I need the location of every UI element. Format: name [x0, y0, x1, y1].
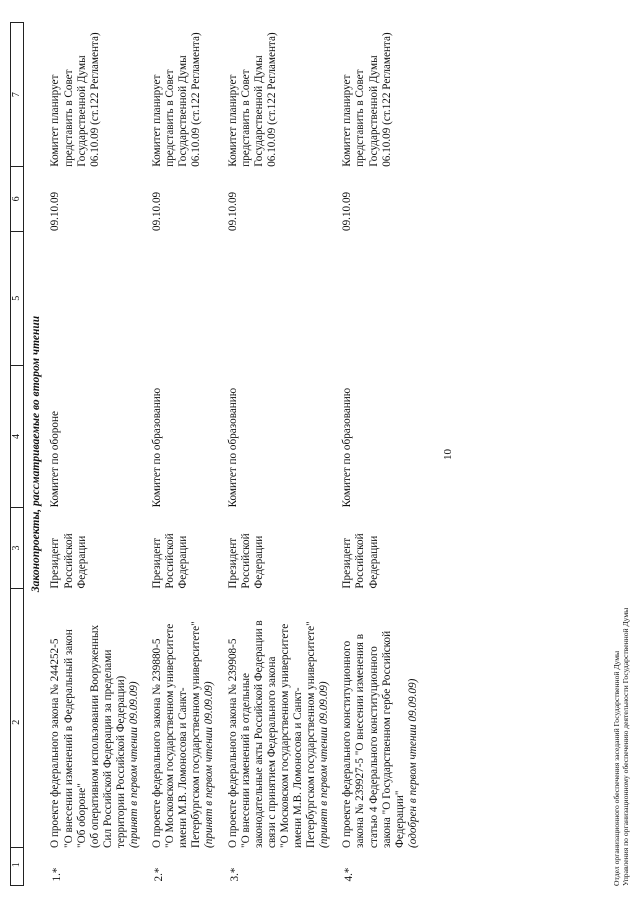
item-note: Комитет планирует представить в Совет Государственной Думы 06.10.09 (ст.122 Регламента)	[341, 32, 393, 167]
header-col-6: 6	[11, 167, 24, 231]
item-adopted-status: (принят в первом чтении 09.09.09)	[203, 681, 216, 848]
item-date: 09.10.09	[49, 191, 62, 232]
item-title-line: (об оперативном использовании Вооруженных	[88, 624, 101, 848]
item-title	[227, 589, 342, 848]
item-note: Комитет планирует представить в Совет Государственной Думы 06.10.09 (ст.122 Регламента)	[226, 32, 278, 167]
item-title-line: "О Московском государственном университете	[164, 623, 177, 848]
item-title-line: Петербургском государственном университете"	[190, 621, 203, 848]
page-number: 10	[442, 449, 454, 460]
item-title-line: закона "О Государственном гербе Российской	[380, 630, 393, 848]
header-col-3: 3	[11, 507, 24, 588]
item-number: 2.*	[153, 867, 166, 882]
agenda-table	[10, 22, 430, 886]
item-title-line: Сил Российской Федерации за пределами	[101, 649, 114, 848]
item-title-line: О проекте федерального конституционного	[341, 640, 354, 848]
item-title	[49, 589, 151, 848]
table-row	[151, 23, 226, 886]
header-col-1: 1	[11, 848, 24, 886]
item-col5	[227, 231, 342, 366]
header-col-5: 5	[11, 231, 24, 366]
item-initiator: Президент Российской Федерации	[226, 533, 265, 589]
item-date: 09.10.09	[226, 191, 239, 232]
item-title	[151, 589, 226, 848]
item-title-line: "О внесении изменений в Федеральный закон	[62, 629, 75, 848]
item-initiator: Президент Российской Федерации	[341, 533, 380, 589]
header-col-4: 4	[11, 366, 24, 508]
table-row	[49, 23, 151, 886]
item-title-line: статью 4 Федерального конституционного	[367, 646, 380, 848]
item-title-line: имени М.В. Ломоносова и Санкт-	[292, 687, 305, 848]
item-note: Комитет планирует представить в Совет Государственной Думы 06.10.09 (ст.122 Регламента)	[151, 32, 203, 167]
footer-line: Управления по организационному обеспечению деятельности Государственной Думы	[621, 607, 631, 886]
item-committee: Комитет по образованию	[341, 387, 354, 508]
section-row	[24, 23, 50, 886]
item-title-line: "Об обороне"	[75, 783, 88, 848]
header-col-2: 2	[11, 589, 24, 848]
item-number: 3.*	[228, 867, 241, 882]
item-col5	[151, 231, 226, 366]
item-title-line: закона № 239927-5 "О внесении изменения в	[354, 633, 367, 848]
item-title-line: связи с принятием Федерального закона	[265, 656, 278, 848]
item-title-line: имени М.В. Ломоносова и Санкт-	[177, 687, 190, 848]
header-col-7: 7	[11, 23, 24, 167]
item-title-line: Петербургском государственном университете"	[305, 621, 318, 848]
item-initiator: Президент Российской Федерации	[49, 533, 88, 589]
item-title-line: О проекте федерального закона № 239880-5	[151, 638, 164, 848]
item-title	[341, 589, 430, 848]
item-committee: Комитет по образованию	[151, 387, 164, 508]
item-title-line: "О Московском государственном университете	[278, 623, 291, 848]
item-note: Комитет планирует представить в Совет Государственной Думы 06.10.09 (ст.122 Регламента)	[49, 32, 101, 167]
item-number: 4.*	[343, 867, 356, 882]
item-date: 09.10.09	[151, 191, 164, 232]
footer	[612, 608, 631, 886]
item-col5	[341, 231, 430, 366]
item-date: 09.10.09	[341, 191, 354, 232]
footer-line: Отдел организационного обеспечения заседаний Государственной Думы	[612, 650, 621, 886]
item-committee: Комитет по образованию	[226, 387, 239, 508]
header-row	[11, 23, 24, 886]
section-title: Законопроекты, рассматриваемые во втором чтении	[30, 315, 42, 593]
item-adopted-status: (принят в первом чтении 09.09.09)	[128, 681, 141, 848]
table-row	[227, 23, 342, 886]
item-title-line: О проекте федерального закона № 239908-5	[226, 638, 239, 848]
item-title-line: О проекте федерального закона № 244252-5	[49, 638, 62, 848]
item-adopted-status: (одобрен в первом чтении 09.09.09)	[406, 678, 419, 848]
table-row	[341, 23, 430, 886]
item-title-line: территории Российской Федерации)	[114, 675, 127, 848]
item-committee: Комитет по обороне	[49, 411, 62, 508]
item-adopted-status: (принят в первом чтении 09.09.09)	[318, 681, 331, 848]
item-col5	[49, 231, 151, 366]
item-initiator: Президент Российской Федерации	[151, 533, 190, 589]
item-title-line: "О внесении изменений в отдельные	[239, 673, 252, 848]
item-title-line: законодательные акты Российской Федерации в	[252, 620, 265, 848]
item-title-line: Федерации"	[393, 790, 406, 848]
item-number: 1.*	[51, 867, 64, 882]
